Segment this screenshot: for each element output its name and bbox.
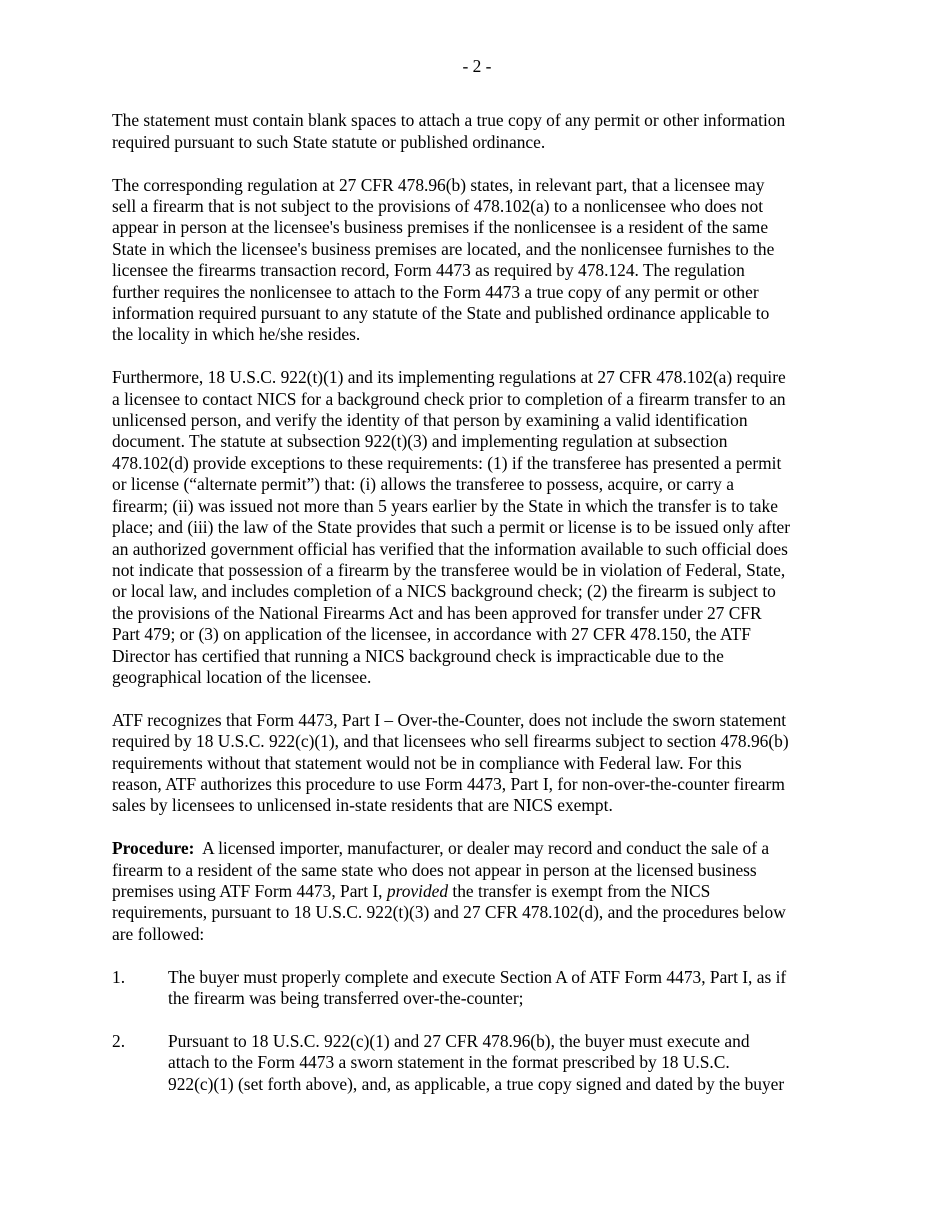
paragraph-atf-recognizes — [112, 710, 842, 817]
procedure-line3-before: premises using ATF Form 4473, Part I, — [112, 880, 387, 901]
text-line: further requires the nonlicensee to attach to the Form 4473 a true copy of any permit or other — [112, 281, 759, 302]
paragraph-corresponding-regulation — [112, 175, 842, 346]
procedure-provided-emphasis: provided — [386, 880, 449, 901]
procedure-line1-text: A licensed importer, manufacturer, or dealer may record and conduct the sale of a — [194, 838, 770, 859]
text-line: Director has certified that running a NICS background check is impracticable due to the — [112, 645, 724, 666]
text-line: geographical location of the licensee. — [112, 666, 372, 687]
text-line: attach to the Form 4473 a sworn statement in the format prescribed by 18 U.S.C. — [168, 1052, 730, 1073]
text-line: Pursuant to 18 U.S.C. 922(c)(1) and 27 CFR 478.96(b), the buyer must execute and — [168, 1030, 750, 1051]
text-line: document. The statute at subsection 922(t)(3) and implementing regulation at subsection — [112, 431, 728, 452]
text-line: place; and (iii) the law of the State provides that such a permit or license is to be issued only after — [112, 517, 791, 538]
paragraph-procedure — [112, 838, 842, 945]
text-line: or license (“alternate permit”) that: (i) allows the transferee to possess, acquire, or carry a — [112, 474, 734, 495]
text-line: information required pursuant to any statute of the State and published ordinance applicable to — [112, 303, 770, 324]
text-line: sales by licensees to unlicensed in-state residents that are NICS exempt. — [112, 795, 613, 816]
text-line: the locality in which he/she resides. — [112, 324, 361, 345]
text-line: are followed: — [112, 923, 205, 944]
text-line — [112, 838, 842, 859]
text-line: reason, ATF authorizes this procedure to use Form 4473, Part I, for non-over-the-counter firearm — [112, 773, 785, 794]
text-line: The buyer must properly complete and execute Section A of ATF Form 4473, Part I, as if — [168, 966, 787, 987]
list-item — [112, 1031, 842, 1095]
text-line: or local law, and includes completion of a NICS background check; (2) the firearm is subject to — [112, 581, 776, 602]
paragraph-statement-blank-spaces — [112, 110, 842, 153]
text-line: not indicate that possession of a firearm by the transferee would be in violation of Federal, State, — [112, 559, 786, 580]
text-line: State in which the licensee's business premises are located, and the nonlicensee furnishes to the — [112, 238, 775, 259]
text-line: appear in person at the licensee's business premises if the nonlicensee is a resident of the same — [112, 217, 769, 238]
text-line: Furthermore, 18 U.S.C. 922(t)(1) and its implementing regulations at 27 CFR 478.102(a) require — [112, 367, 786, 388]
text-line: the firearm was being transferred over-the-counter; — [168, 987, 524, 1008]
text-line: required by 18 U.S.C. 922(c)(1), and that licensees who sell firearms subject to section 478.96(b) — [112, 731, 789, 752]
text-line: The corresponding regulation at 27 CFR 478.96(b) states, in relevant part, that a licensee may — [112, 174, 765, 195]
text-line: requirements, pursuant to 18 U.S.C. 922(t)(3) and 27 CFR 478.102(d), and the procedures below — [112, 902, 786, 923]
procedure-line3-after: the transfer is exempt from the NICS — [448, 880, 711, 901]
text-line: licensee the firearms transaction record, Form 4473 as required by 478.124. The regulation — [112, 260, 745, 281]
procedure-label: Procedure: — [112, 838, 195, 859]
list-item-body — [168, 1031, 842, 1095]
page-number: - 2 - — [462, 56, 492, 76]
list-item-number: 2. — [112, 1030, 126, 1051]
text-line: the provisions of the National Firearms Act and has been approved for transfer under 27 CFR — [112, 602, 762, 623]
list-item — [112, 967, 842, 1010]
text-line: 922(c)(1) (set forth above), and, as applicable, a true copy signed and dated by the buyer — [168, 1073, 785, 1094]
text-line: sell a firearm that is not subject to the provisions of 478.102(a) to a nonlicensee who does not — [112, 196, 764, 217]
text-line: The statement must contain blank spaces to attach a true copy of any permit or other information — [112, 110, 786, 131]
text-line: firearm to a resident of the same state who does not appear in person at the licensed business — [112, 859, 757, 880]
list-item-body — [168, 967, 842, 1010]
text-line: firearm; (ii) was issued not more than 5 years earlier by the State in which the transfer is to take — [112, 495, 778, 516]
text-line: requirements without that statement would not be in compliance with Federal law. For this — [112, 752, 742, 773]
text-line: required pursuant to such State statute or published ordinance. — [112, 131, 546, 152]
text-line: 478.102(d) provide exceptions to these requirements: (1) if the transferee has presented a permit — [112, 452, 782, 473]
text-line: a licensee to contact NICS for a background check prior to completion of a firearm transfer to an — [112, 388, 786, 409]
text-line — [112, 881, 842, 902]
text-line: an authorized government official has verified that the information available to such official does — [112, 538, 788, 559]
text-line: Part 479; or (3) on application of the licensee, in accordance with 27 CFR 478.150, the ATF — [112, 624, 751, 645]
text-line: unlicensed person, and verify the identity of that person by examining a valid identification — [112, 410, 748, 431]
paragraph-nics-requirements — [112, 367, 842, 688]
text-line: ATF recognizes that Form 4473, Part I – Over-the-Counter, does not include the sworn statement — [112, 709, 787, 730]
list-item-number: 1. — [112, 966, 126, 987]
